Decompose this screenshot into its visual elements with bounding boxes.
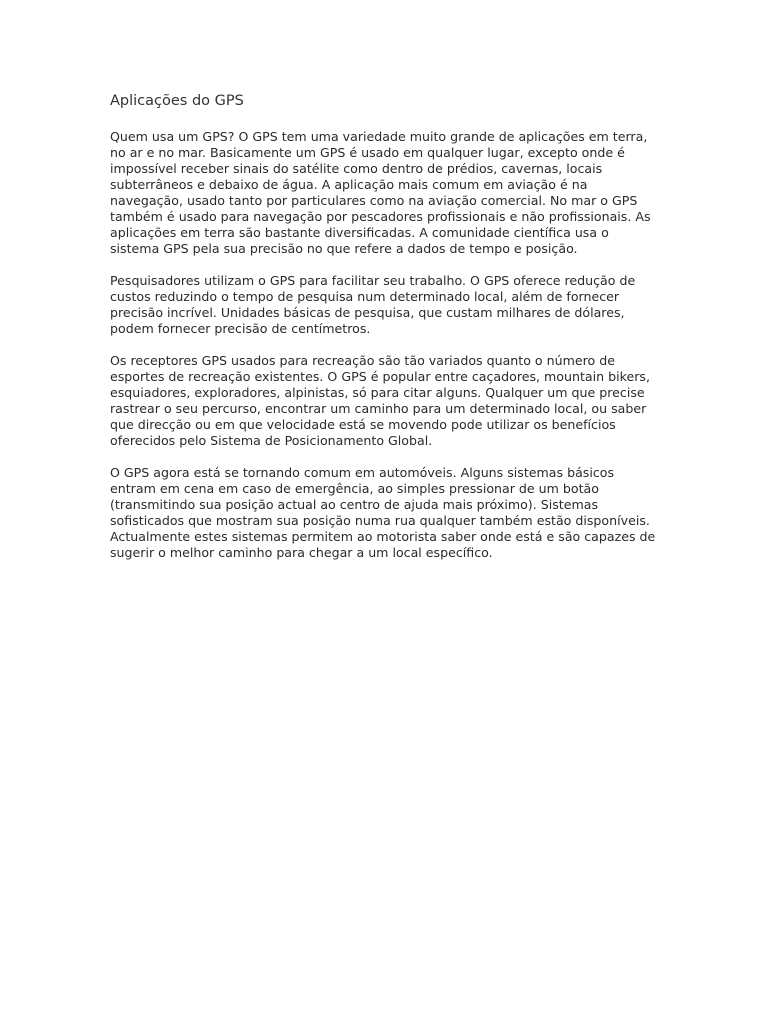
paragraph-recreation: Os receptores GPS usados para recreação são tão variados quanto o número de esportes de recreação existentes. O GPS é popular entre caçadores, mountain bikers, esquiadores, exploradores, alpinistas, só para citar alguns. Qualquer um que precise rastrear o seu percurso, encontrar um caminho para um determinado local, ou saber que direcção ou em que velocidade está se movendo pode utilizar os benefícios oferecidos pelo Sistema de Posicionamento Global. [110,353,650,448]
document-page [110,92,658,577]
document-title: Aplicações do GPS [110,93,244,109]
paragraph-applications-overview: Quem usa um GPS? O GPS tem uma variedade muito grande de aplicações em terra, no ar e no mar. Basicamente um GPS é usado em qualquer lugar, excepto onde é impossível receber sinais do satélite como dentro de prédios, cavernas, locais subterrâneos e debaixo de água. A aplicação mais comum em aviação é na navegação, usado tanto por particulares como na aviação comercial. No mar o GPS também é usado para navegação por pescadores profissionais e não profissionais. As aplicações em terra são bastante diversificadas. A comunidade científica usa o sistema GPS pela sua precisão no que refere a dados de tempo e posição. [110,129,651,256]
paragraph-researchers: Pesquisadores utilizam o GPS para facilitar seu trabalho. O GPS oferece redução de custos reduzindo o tempo de pesquisa num determinado local, além de fornecer precisão incrível. Unidades básicas de pesquisa, que custam milhares de dólares, podem fornecer precisão de centímetros. [110,273,636,336]
paragraph-automobiles: O GPS agora está se tornando comum em automóveis. Alguns sistemas básicos entram em cena em caso de emergência, ao simples pressionar de um botão (transmitindo sua posição actual ao centro de ajuda mais próximo). Sistemas sofisticados que mostram sua posição numa rua qualquer também estão disponíveis. Actualmente estes sistemas permitem ao motorista saber onde está e são capazes de sugerir o melhor caminho para chegar a um local específico. [110,465,656,560]
